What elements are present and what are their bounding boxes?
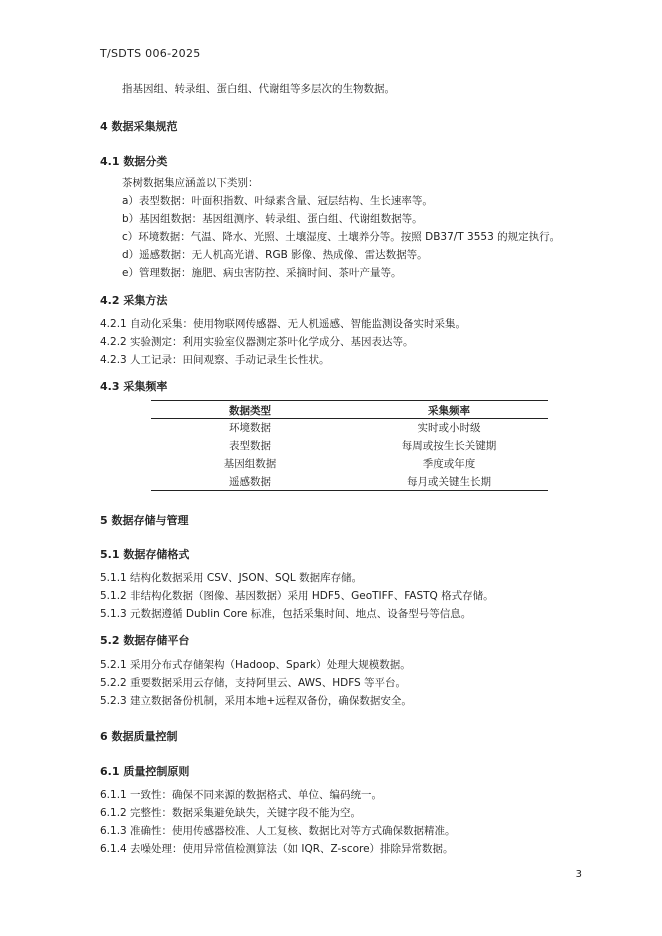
table-top-rule xyxy=(151,400,548,401)
section-5-2-heading: 5.2 数据存储平台 xyxy=(100,634,190,647)
platform-item: 5.2.1 采用分布式存储架构（Hadoop、Spark）处理大规模数据。 xyxy=(100,659,411,671)
table-cell: 环境数据 xyxy=(229,422,271,434)
principle-item: 6.1.3 准确性：使用传感器校准、人工复核、数据比对等方式确保数据精准。 xyxy=(100,825,456,837)
section-4-heading: 4 数据采集规范 xyxy=(100,120,178,133)
table-cell: 基因组数据 xyxy=(223,458,277,470)
section-4-3-heading: 4.3 采集频率 xyxy=(100,380,168,393)
table-cell: 季度或年度 xyxy=(422,458,476,470)
table-cell: 实时或小时级 xyxy=(417,422,481,434)
table-cell: 表型数据 xyxy=(229,440,271,452)
section-4-2-heading: 4.2 采集方法 xyxy=(100,294,168,307)
category-item: d）遥感数据：无人机高光谱、RGB 影像、热成像、雷达数据等。 xyxy=(122,249,428,261)
table-header-type: 数据类型 xyxy=(229,405,271,417)
table-cell: 每月或关键生长期 xyxy=(407,476,491,488)
principle-item: 6.1.4 去噪处理：使用异常值检测算法（如 IQR、Z-score）排除异常数据。 xyxy=(100,843,454,855)
principle-item: 6.1.1 一致性：确保不同来源的数据格式、单位、编码统一。 xyxy=(100,789,383,801)
category-item: b）基因组数据：基因组测序、转录组、蛋白组、代谢组数据等。 xyxy=(122,213,423,225)
section-5-1-heading: 5.1 数据存储格式 xyxy=(100,548,190,561)
format-item: 5.1.1 结构化数据采用 CSV、JSON、SQL 数据库存储。 xyxy=(100,572,363,584)
method-item: 4.2.2 实验测定：利用实验室仪器测定茶叶化学成分、基因表达等。 xyxy=(100,336,414,348)
category-item: c）环境数据：气温、降水、光照、土壤湿度、土壤养分等。按照 DB37/T 3553 的规定执行。 xyxy=(122,231,561,243)
category-lead: 茶树数据集应涵盖以下类别： xyxy=(122,177,259,189)
principle-item: 6.1.2 完整性：数据采集避免缺失，关键字段不能为空。 xyxy=(100,807,362,819)
table-cell: 遥感数据 xyxy=(229,476,271,488)
section-4-1-heading: 4.1 数据分类 xyxy=(100,155,168,168)
table-bottom-rule xyxy=(151,490,548,491)
format-item: 5.1.2 非结构化数据（图像、基因数据）采用 HDF5、GeoTIFF、FASTQ 格式存储。 xyxy=(100,590,494,602)
section-6-1-heading: 6.1 质量控制原则 xyxy=(100,765,190,778)
category-item: a）表型数据：叶面积指数、叶绿素含量、冠层结构、生长速率等。 xyxy=(122,195,433,207)
method-item: 4.2.1 自动化采集：使用物联网传感器、无人机遥感、智能监测设备实时采集。 xyxy=(100,318,467,330)
platform-item: 5.2.3 建立数据备份机制，采用本地+远程双备份，确保数据安全。 xyxy=(100,695,412,707)
table-header-rule xyxy=(151,418,548,419)
intro-line: 指基因组、转录组、蛋白组、代谢组等多层次的生物数据。 xyxy=(122,83,395,95)
category-item: e）管理数据：施肥、病虫害防控、采摘时间、茶叶产量等。 xyxy=(122,267,402,279)
section-6-heading: 6 数据质量控制 xyxy=(100,730,178,743)
table-header-frequency: 采集频率 xyxy=(428,405,470,417)
platform-item: 5.2.2 重要数据采用云存储，支持阿里云、AWS、HDFS 等平台。 xyxy=(100,677,407,689)
document-code: T/SDTS 006-2025 xyxy=(100,47,201,60)
page-number: 3 xyxy=(575,869,582,880)
format-item: 5.1.3 元数据遵循 Dublin Core 标准，包括采集时间、地点、设备型号等信息。 xyxy=(100,608,472,620)
table-cell: 每周或按生长关键期 xyxy=(401,440,497,452)
section-5-heading: 5 数据存储与管理 xyxy=(100,514,189,527)
method-item: 4.2.3 人工记录：田间观察、手动记录生长性状。 xyxy=(100,354,330,366)
